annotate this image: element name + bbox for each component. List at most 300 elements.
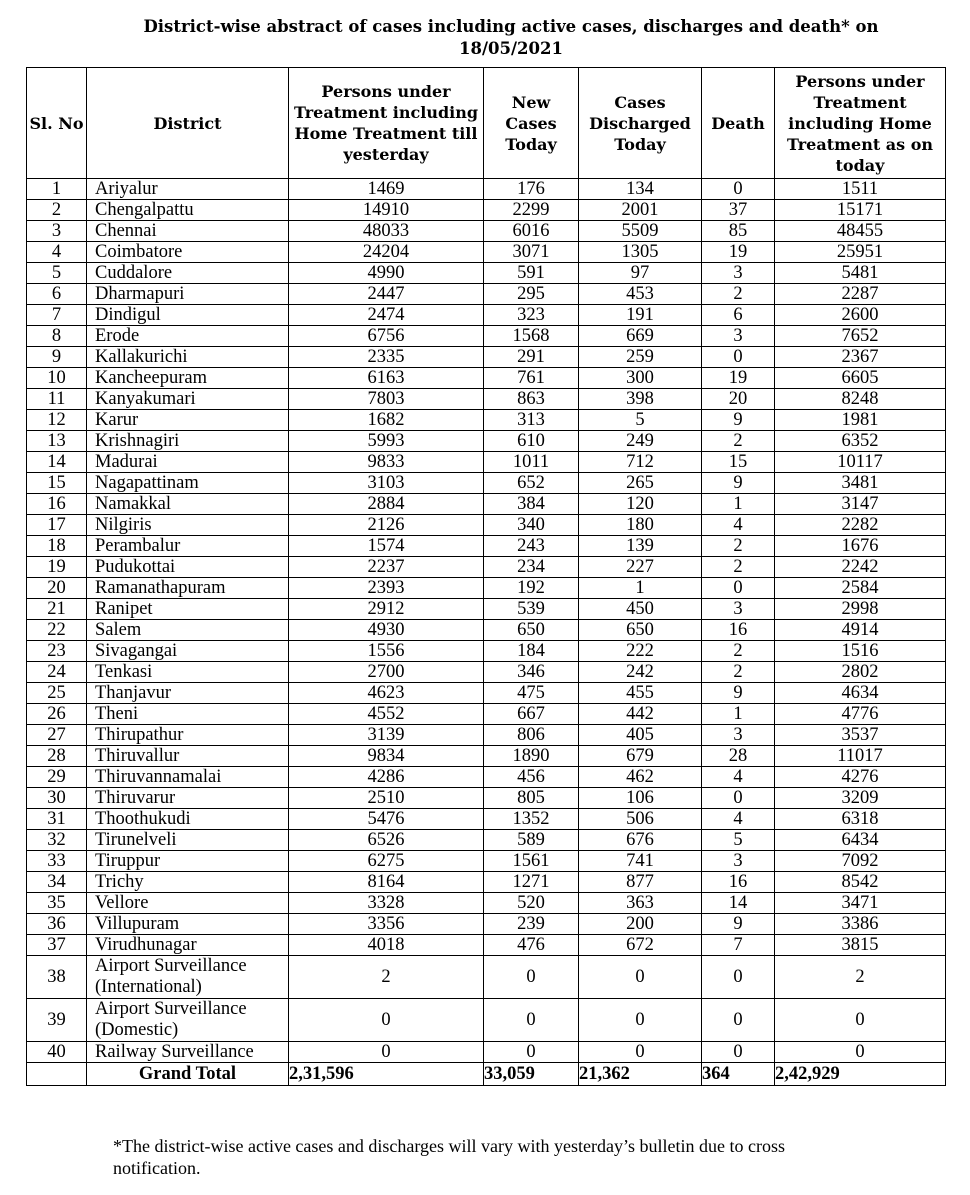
cell-under-treatment-today: 8248 — [775, 389, 946, 410]
cell-district: Thirupathur — [87, 725, 289, 746]
cell-under-treatment-yesterday: 6163 — [289, 368, 484, 389]
cell-new-cases: 243 — [484, 536, 579, 557]
cell-district: Thiruvallur — [87, 746, 289, 767]
cell-death: 20 — [702, 389, 775, 410]
cell-sl-no: 33 — [27, 851, 87, 872]
cell-sl-no: 19 — [27, 557, 87, 578]
table-row — [27, 410, 946, 431]
cell-sl-no: 16 — [27, 494, 87, 515]
cell-discharged: 741 — [579, 851, 702, 872]
cell-discharged: 405 — [579, 725, 702, 746]
cell-new-cases: 346 — [484, 662, 579, 683]
cell-discharged: 363 — [579, 893, 702, 914]
district-cases-table — [26, 67, 946, 1086]
cell-discharged: 877 — [579, 872, 702, 893]
cell-new-cases: 340 — [484, 515, 579, 536]
cell-new-cases: 520 — [484, 893, 579, 914]
cell-under-treatment-today: 2367 — [775, 347, 946, 368]
cell-under-treatment-today: 7092 — [775, 851, 946, 872]
cell-sl-no: 9 — [27, 347, 87, 368]
cell-death: 9 — [702, 410, 775, 431]
cell-district: Namakkal — [87, 494, 289, 515]
cell-district: Thoothukudi — [87, 809, 289, 830]
cell-under-treatment-yesterday: 3328 — [289, 893, 484, 914]
cell-discharged: 0 — [579, 999, 702, 1042]
cell-under-treatment-yesterday: 7803 — [289, 389, 484, 410]
cell-under-treatment-today: 25951 — [775, 242, 946, 263]
cell-under-treatment-today: 2 — [775, 956, 946, 999]
cell-new-cases: 589 — [484, 830, 579, 851]
cell-under-treatment-today: 4634 — [775, 683, 946, 704]
cell-new-cases: 476 — [484, 935, 579, 956]
cell-district: Dindigul — [87, 305, 289, 326]
cell-sl-no: 4 — [27, 242, 87, 263]
cell-death: 85 — [702, 221, 775, 242]
cell-sl-no: 27 — [27, 725, 87, 746]
table-row — [27, 767, 946, 788]
cell-district: Thiruvannamalai — [87, 767, 289, 788]
cell-sl-no: 29 — [27, 767, 87, 788]
cell-death: 4 — [702, 809, 775, 830]
cell-sl-no: 32 — [27, 830, 87, 851]
cell-death: 16 — [702, 872, 775, 893]
cell-death: 9 — [702, 473, 775, 494]
cell-under-treatment-yesterday: 2700 — [289, 662, 484, 683]
cell-death: 1 — [702, 704, 775, 725]
cell-death: 2 — [702, 536, 775, 557]
cell-death: 3 — [702, 851, 775, 872]
cell-discharged: 455 — [579, 683, 702, 704]
cell-under-treatment-today: 6605 — [775, 368, 946, 389]
table-row — [27, 263, 946, 284]
cell-discharged: 265 — [579, 473, 702, 494]
table-row — [27, 389, 946, 410]
cell-sl-no: 15 — [27, 473, 87, 494]
cell-discharged: 191 — [579, 305, 702, 326]
cell-death: 4 — [702, 515, 775, 536]
cell-under-treatment-today: 2600 — [775, 305, 946, 326]
cell-district: Virudhunagar — [87, 935, 289, 956]
cell-under-treatment-today: 7652 — [775, 326, 946, 347]
cell-death: 2 — [702, 641, 775, 662]
cell-district: Chennai — [87, 221, 289, 242]
table-row — [27, 704, 946, 725]
cell-death: 2 — [702, 557, 775, 578]
cell-new-cases: 295 — [484, 284, 579, 305]
cell-sl-no: 5 — [27, 263, 87, 284]
cell-under-treatment-today: 0 — [775, 1042, 946, 1063]
cell-new-cases: 2299 — [484, 200, 579, 221]
table-row — [27, 179, 946, 200]
table-row — [27, 368, 946, 389]
table-row — [27, 872, 946, 893]
cell-sl-no: 36 — [27, 914, 87, 935]
cell-under-treatment-today: 5481 — [775, 263, 946, 284]
cell-new-cases: 1561 — [484, 851, 579, 872]
cell-new-cases: 176 — [484, 179, 579, 200]
cell-death: 5 — [702, 830, 775, 851]
cell-death: 14 — [702, 893, 775, 914]
table-row — [27, 1042, 946, 1063]
cell-discharged: 650 — [579, 620, 702, 641]
cell-death: 4 — [702, 767, 775, 788]
cell-discharged: 0 — [579, 1042, 702, 1063]
document-title — [0, 16, 970, 60]
cell-discharged: 669 — [579, 326, 702, 347]
cell-death: 0 — [702, 179, 775, 200]
cell-under-treatment-today: 6352 — [775, 431, 946, 452]
cell-under-treatment-today: 2287 — [775, 284, 946, 305]
cell-death: 28 — [702, 746, 775, 767]
cell-new-cases: 234 — [484, 557, 579, 578]
cell-under-treatment-yesterday: 2474 — [289, 305, 484, 326]
table-row — [27, 284, 946, 305]
cell-new-cases: 184 — [484, 641, 579, 662]
cell-discharged: 1305 — [579, 242, 702, 263]
cell-discharged: 5 — [579, 410, 702, 431]
grand-total-label: Grand Total — [87, 1063, 289, 1086]
cell-district: Theni — [87, 704, 289, 725]
table-row — [27, 599, 946, 620]
cell-under-treatment-yesterday: 2 — [289, 956, 484, 999]
cell-under-treatment-yesterday: 2393 — [289, 578, 484, 599]
table-row — [27, 431, 946, 452]
cell-under-treatment-yesterday: 3103 — [289, 473, 484, 494]
cell-sl-no: 17 — [27, 515, 87, 536]
cell-under-treatment-yesterday: 14910 — [289, 200, 484, 221]
cell-sl-no: 31 — [27, 809, 87, 830]
cell-district: Kancheepuram — [87, 368, 289, 389]
cell-district: Thanjavur — [87, 683, 289, 704]
cell-district: Pudukottai — [87, 557, 289, 578]
cell-under-treatment-yesterday: 2510 — [289, 788, 484, 809]
cell-sl-no: 1 — [27, 179, 87, 200]
cell-sl-no: 26 — [27, 704, 87, 725]
cell-death: 7 — [702, 935, 775, 956]
cell-under-treatment-yesterday: 9834 — [289, 746, 484, 767]
cell-under-treatment-yesterday: 48033 — [289, 221, 484, 242]
table-row — [27, 494, 946, 515]
cell-under-treatment-yesterday: 1682 — [289, 410, 484, 431]
cell-district: Cuddalore — [87, 263, 289, 284]
table-row — [27, 557, 946, 578]
cell-new-cases: 652 — [484, 473, 579, 494]
cell-new-cases: 0 — [484, 999, 579, 1042]
cell-new-cases: 806 — [484, 725, 579, 746]
title-line-1: District-wise abstract of cases including active cases, discharges and death* on — [143, 17, 879, 36]
title-date: 18/05/2021 — [459, 39, 563, 58]
cell-under-treatment-today: 1676 — [775, 536, 946, 557]
table-row — [27, 452, 946, 473]
cell-under-treatment-yesterday: 3139 — [289, 725, 484, 746]
header-under-treatment-yesterday: Persons under Treatment including Home Treatment till yesterday — [289, 68, 484, 179]
cell-discharged: 97 — [579, 263, 702, 284]
cell-district: Airport Surveillance (International) — [87, 956, 289, 999]
cell-death: 2 — [702, 284, 775, 305]
cell-under-treatment-yesterday: 2447 — [289, 284, 484, 305]
cell-sl-no: 14 — [27, 452, 87, 473]
table-row — [27, 914, 946, 935]
cell-sl-no: 10 — [27, 368, 87, 389]
cell-sl-no: 23 — [27, 641, 87, 662]
cell-discharged: 712 — [579, 452, 702, 473]
table-row — [27, 746, 946, 767]
cell-district: Ranipet — [87, 599, 289, 620]
cell-death: 0 — [702, 1042, 775, 1063]
table-row — [27, 893, 946, 914]
cell-new-cases: 313 — [484, 410, 579, 431]
cell-under-treatment-yesterday: 6756 — [289, 326, 484, 347]
cell-discharged: 453 — [579, 284, 702, 305]
cell-under-treatment-yesterday: 9833 — [289, 452, 484, 473]
cell-under-treatment-today: 6434 — [775, 830, 946, 851]
cell-under-treatment-today: 3481 — [775, 473, 946, 494]
cell-discharged: 442 — [579, 704, 702, 725]
cell-discharged: 462 — [579, 767, 702, 788]
table-row — [27, 725, 946, 746]
cell-death: 15 — [702, 452, 775, 473]
cell-under-treatment-today: 48455 — [775, 221, 946, 242]
cell-new-cases: 3071 — [484, 242, 579, 263]
cell-under-treatment-today: 0 — [775, 999, 946, 1042]
cell-death: 0 — [702, 347, 775, 368]
cell-under-treatment-yesterday: 5476 — [289, 809, 484, 830]
cell-death: 9 — [702, 683, 775, 704]
cell-death: 0 — [702, 956, 775, 999]
cell-under-treatment-yesterday: 0 — [289, 1042, 484, 1063]
cell-death: 16 — [702, 620, 775, 641]
cell-under-treatment-yesterday: 4930 — [289, 620, 484, 641]
total-death: 364 — [702, 1063, 775, 1086]
cell-under-treatment-today: 1511 — [775, 179, 946, 200]
cell-under-treatment-yesterday: 1556 — [289, 641, 484, 662]
cell-under-treatment-yesterday: 2912 — [289, 599, 484, 620]
cell-discharged: 5509 — [579, 221, 702, 242]
cell-under-treatment-today: 4914 — [775, 620, 946, 641]
cell-district: Krishnagiri — [87, 431, 289, 452]
cell-sl-no: 37 — [27, 935, 87, 956]
table-row — [27, 830, 946, 851]
cell-sl-no: 11 — [27, 389, 87, 410]
cell-district: Nagapattinam — [87, 473, 289, 494]
cell-under-treatment-yesterday: 3356 — [289, 914, 484, 935]
cell-under-treatment-yesterday: 6526 — [289, 830, 484, 851]
cell-discharged: 398 — [579, 389, 702, 410]
cell-under-treatment-today: 1516 — [775, 641, 946, 662]
cell-district: Dharmapuri — [87, 284, 289, 305]
cell-discharged: 506 — [579, 809, 702, 830]
cell-new-cases: 291 — [484, 347, 579, 368]
cell-under-treatment-yesterday: 4623 — [289, 683, 484, 704]
cell-new-cases: 667 — [484, 704, 579, 725]
cell-discharged: 676 — [579, 830, 702, 851]
table-body — [27, 179, 946, 1063]
cell-district: Railway Surveillance — [87, 1042, 289, 1063]
cell-new-cases: 6016 — [484, 221, 579, 242]
cell-sl-no: 2 — [27, 200, 87, 221]
cell-discharged: 450 — [579, 599, 702, 620]
header-death: Death — [702, 68, 775, 179]
cell-new-cases: 1011 — [484, 452, 579, 473]
cell-district: Tiruppur — [87, 851, 289, 872]
cell-death: 0 — [702, 788, 775, 809]
table-row — [27, 999, 946, 1042]
cell-new-cases: 192 — [484, 578, 579, 599]
table-row — [27, 578, 946, 599]
table-row — [27, 536, 946, 557]
cell-under-treatment-yesterday: 2126 — [289, 515, 484, 536]
cell-district: Erode — [87, 326, 289, 347]
table-row — [27, 242, 946, 263]
cell-under-treatment-today: 2584 — [775, 578, 946, 599]
cell-under-treatment-today: 2282 — [775, 515, 946, 536]
cell-new-cases: 1890 — [484, 746, 579, 767]
cell-sl-no: 18 — [27, 536, 87, 557]
table-row — [27, 683, 946, 704]
cell-death: 19 — [702, 368, 775, 389]
cell-new-cases: 805 — [484, 788, 579, 809]
cell-under-treatment-yesterday: 4286 — [289, 767, 484, 788]
cell-discharged: 249 — [579, 431, 702, 452]
cell-under-treatment-today: 8542 — [775, 872, 946, 893]
cell-sl-no: 21 — [27, 599, 87, 620]
cell-sl-no: 30 — [27, 788, 87, 809]
table-row — [27, 809, 946, 830]
cell-discharged: 134 — [579, 179, 702, 200]
cell-sl-no: 20 — [27, 578, 87, 599]
table-row — [27, 620, 946, 641]
cell-new-cases: 1568 — [484, 326, 579, 347]
cell-sl-no: 40 — [27, 1042, 87, 1063]
cell-discharged: 106 — [579, 788, 702, 809]
cell-under-treatment-yesterday: 2335 — [289, 347, 484, 368]
cell-new-cases: 863 — [484, 389, 579, 410]
cell-under-treatment-yesterday: 1574 — [289, 536, 484, 557]
grand-total-row — [27, 1063, 946, 1086]
total-discharged: 21,362 — [579, 1063, 702, 1086]
cell-district: Kanyakumari — [87, 389, 289, 410]
cell-under-treatment-yesterday: 5993 — [289, 431, 484, 452]
cell-district: Tirunelveli — [87, 830, 289, 851]
cell-under-treatment-yesterday: 8164 — [289, 872, 484, 893]
cell-under-treatment-today: 2802 — [775, 662, 946, 683]
cell-death: 3 — [702, 725, 775, 746]
cell-discharged: 679 — [579, 746, 702, 767]
cell-discharged: 227 — [579, 557, 702, 578]
cell-district: Salem — [87, 620, 289, 641]
table-row — [27, 788, 946, 809]
cell-death: 3 — [702, 263, 775, 284]
cell-sl-no: 34 — [27, 872, 87, 893]
cell-under-treatment-today: 2998 — [775, 599, 946, 620]
cell-new-cases: 323 — [484, 305, 579, 326]
cell-new-cases: 650 — [484, 620, 579, 641]
table-row — [27, 662, 946, 683]
cell-under-treatment-yesterday: 4990 — [289, 263, 484, 284]
cell-sl-no: 6 — [27, 284, 87, 305]
footnote: *The district-wise active cases and discharges will vary with yesterday’s bulletin due to cross notification. — [113, 1136, 785, 1178]
cell-death: 2 — [702, 431, 775, 452]
table-row — [27, 641, 946, 662]
cell-under-treatment-today: 6318 — [775, 809, 946, 830]
cell-new-cases: 384 — [484, 494, 579, 515]
cell-under-treatment-yesterday: 24204 — [289, 242, 484, 263]
table-row — [27, 515, 946, 536]
cell-under-treatment-today: 3147 — [775, 494, 946, 515]
cell-sl-no: 25 — [27, 683, 87, 704]
cell-under-treatment-today: 3815 — [775, 935, 946, 956]
cell-under-treatment-yesterday: 0 — [289, 999, 484, 1042]
cell-new-cases: 610 — [484, 431, 579, 452]
cell-sl-no: 38 — [27, 956, 87, 999]
cell-sl-no: 3 — [27, 221, 87, 242]
cell-under-treatment-today: 3209 — [775, 788, 946, 809]
cell-sl-no: 7 — [27, 305, 87, 326]
cell-under-treatment-today: 3471 — [775, 893, 946, 914]
cell-district: Chengalpattu — [87, 200, 289, 221]
cell-new-cases: 239 — [484, 914, 579, 935]
cell-sl-no: 39 — [27, 999, 87, 1042]
cell-under-treatment-yesterday: 4552 — [289, 704, 484, 725]
cell-district: Nilgiris — [87, 515, 289, 536]
header-under-treatment-today: Persons under Treatment including Home Treatment as on today — [775, 68, 946, 179]
cell-under-treatment-today: 4776 — [775, 704, 946, 725]
cell-sl-no: 13 — [27, 431, 87, 452]
cell-discharged: 0 — [579, 956, 702, 999]
cell-sl-no: 22 — [27, 620, 87, 641]
cell-death: 19 — [702, 242, 775, 263]
cell-new-cases: 761 — [484, 368, 579, 389]
cell-discharged: 2001 — [579, 200, 702, 221]
cell-district: Karur — [87, 410, 289, 431]
cell-new-cases: 591 — [484, 263, 579, 284]
cell-under-treatment-yesterday: 2237 — [289, 557, 484, 578]
table-row — [27, 347, 946, 368]
header-district: District — [87, 68, 289, 179]
cell-under-treatment-today: 3537 — [775, 725, 946, 746]
cell-discharged: 242 — [579, 662, 702, 683]
cell-district: Trichy — [87, 872, 289, 893]
cell-new-cases: 456 — [484, 767, 579, 788]
cell-district: Vellore — [87, 893, 289, 914]
cell-discharged: 1 — [579, 578, 702, 599]
cell-district: Madurai — [87, 452, 289, 473]
cell-death: 0 — [702, 999, 775, 1042]
cell-sl-no: 28 — [27, 746, 87, 767]
cell-death: 1 — [702, 494, 775, 515]
cell-new-cases: 539 — [484, 599, 579, 620]
cell-sl-no: 24 — [27, 662, 87, 683]
cell-death: 37 — [702, 200, 775, 221]
cell-new-cases: 0 — [484, 956, 579, 999]
table-row — [27, 326, 946, 347]
cell-under-treatment-yesterday: 4018 — [289, 935, 484, 956]
header-new-cases: New Cases Today — [484, 68, 579, 179]
cell-discharged: 672 — [579, 935, 702, 956]
cell-discharged: 259 — [579, 347, 702, 368]
table-row — [27, 200, 946, 221]
cell-sl-no: 35 — [27, 893, 87, 914]
cell-under-treatment-yesterday: 6275 — [289, 851, 484, 872]
cell-under-treatment-today: 2242 — [775, 557, 946, 578]
total-yesterday: 2,31,596 — [289, 1063, 484, 1086]
cell-new-cases: 1271 — [484, 872, 579, 893]
cell-sl-no: 8 — [27, 326, 87, 347]
cell-death: 2 — [702, 662, 775, 683]
header-discharged: Cases Discharged Today — [579, 68, 702, 179]
cell-under-treatment-today: 3386 — [775, 914, 946, 935]
header-sl-no: Sl. No — [27, 68, 87, 179]
